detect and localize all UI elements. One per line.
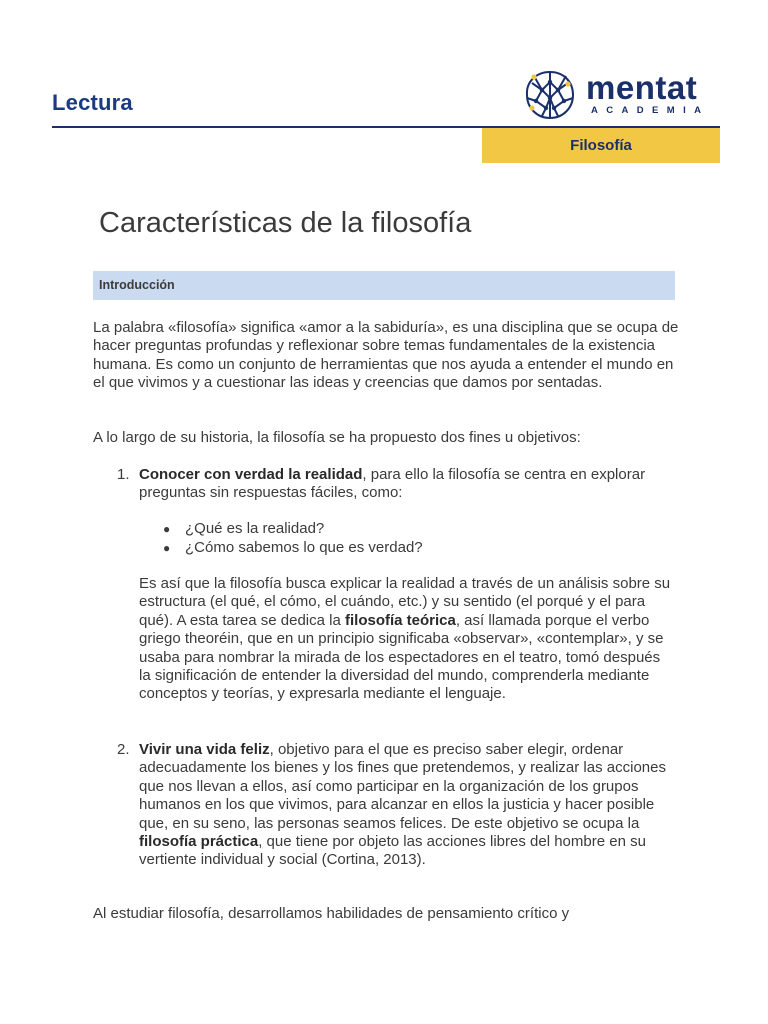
bullet-dot: ● (163, 522, 171, 536)
logo-wordmark: mentat (586, 69, 698, 106)
page-header-title: Lectura (52, 90, 133, 115)
objective-2-text (139, 741, 679, 870)
bullet-item-1: ¿Qué es la realidad? (185, 520, 325, 537)
bullet-item-2: ¿Cómo sabemos lo que es verdad? (185, 539, 423, 556)
brain-network-icon (522, 68, 578, 122)
explanation-part-b: , así llamada porque el verbo griego theoréin, que en un principio significaba «observar», «contemplar», y se usaba para nombrar la mirada de los espectadores en el teatro, tomó después la significación de entender la diversidad del mundo, comprenderla mediante conceptos y teorías, y expresarla mediante el lenguaje. (139, 611, 664, 703)
subject-badge: Filosofía (482, 128, 720, 163)
practical-philosophy-bold: filosofía práctica (139, 833, 259, 851)
objective-1-rest: , para ello la filosofía se centra en explorar preguntas sin respuestas fáciles, como: (139, 466, 646, 502)
theoretical-philosophy-paragraph (139, 575, 675, 704)
closing-paragraph: Al estudiar filosofía, desarrollamos habilidades de pensamiento crítico y (93, 905, 570, 922)
objective-2-rest-2: , que tiene por objeto las acciones libres del hombre en su vertiente individual y social (Cortina, 2013). (139, 833, 646, 869)
bullet-dot: ● (163, 541, 171, 555)
list-number-1: 1. (117, 466, 130, 483)
explanation-bold: filosofía teórica (344, 611, 456, 629)
document-title: Características de la filosofía (99, 207, 472, 239)
explanation-part-a: Es así que la filosofía busca explicar la realidad a través de un análisis sobre su estructura (el qué, el cómo, el cuándo, etc.) y su sentido (el porqué y el para qué). A esta tarea se dedica la (139, 575, 671, 629)
objective-2-rest: , objetivo para el que es preciso saber elegir, ordenar adecuadamente los bienes y los fines que pretendemos, y realizar las acciones que nos llevan a ellos, así como participar en la organización de los grupos humanos en los que vivimos, para alcanzar en ellos la justicia y hacer posible que, en su seno, las personas seamos felices. De este objetivo se ocupa la (139, 741, 666, 832)
objective-1-text (139, 466, 679, 503)
objectives-intro-paragraph: A lo largo de su historia, la filosofía se ha propuesto dos fines u objetivos: (93, 429, 581, 446)
objective-1-bold: Conocer con verdad la realidad (139, 466, 363, 483)
mentat-academia-logo (520, 68, 720, 122)
section-heading-bar: Introducción (93, 271, 675, 300)
list-number-2: 2. (117, 741, 130, 758)
logo-subtitle: ACADEMIA (591, 105, 710, 116)
intro-paragraph: La palabra «filosofía» significa «amor a la sabiduría», es una disciplina que se ocupa de hacer preguntas profundas y reflexionar sobre temas fundamentales de la existencia humana. Es como un conjunto de herramientas que nos ayuda a entender el mundo en el que vivimos y a cuestionar las ideas y creencias que damos por sentadas. (93, 319, 679, 392)
objective-2-bold: Vivir una vida feliz (139, 741, 270, 758)
